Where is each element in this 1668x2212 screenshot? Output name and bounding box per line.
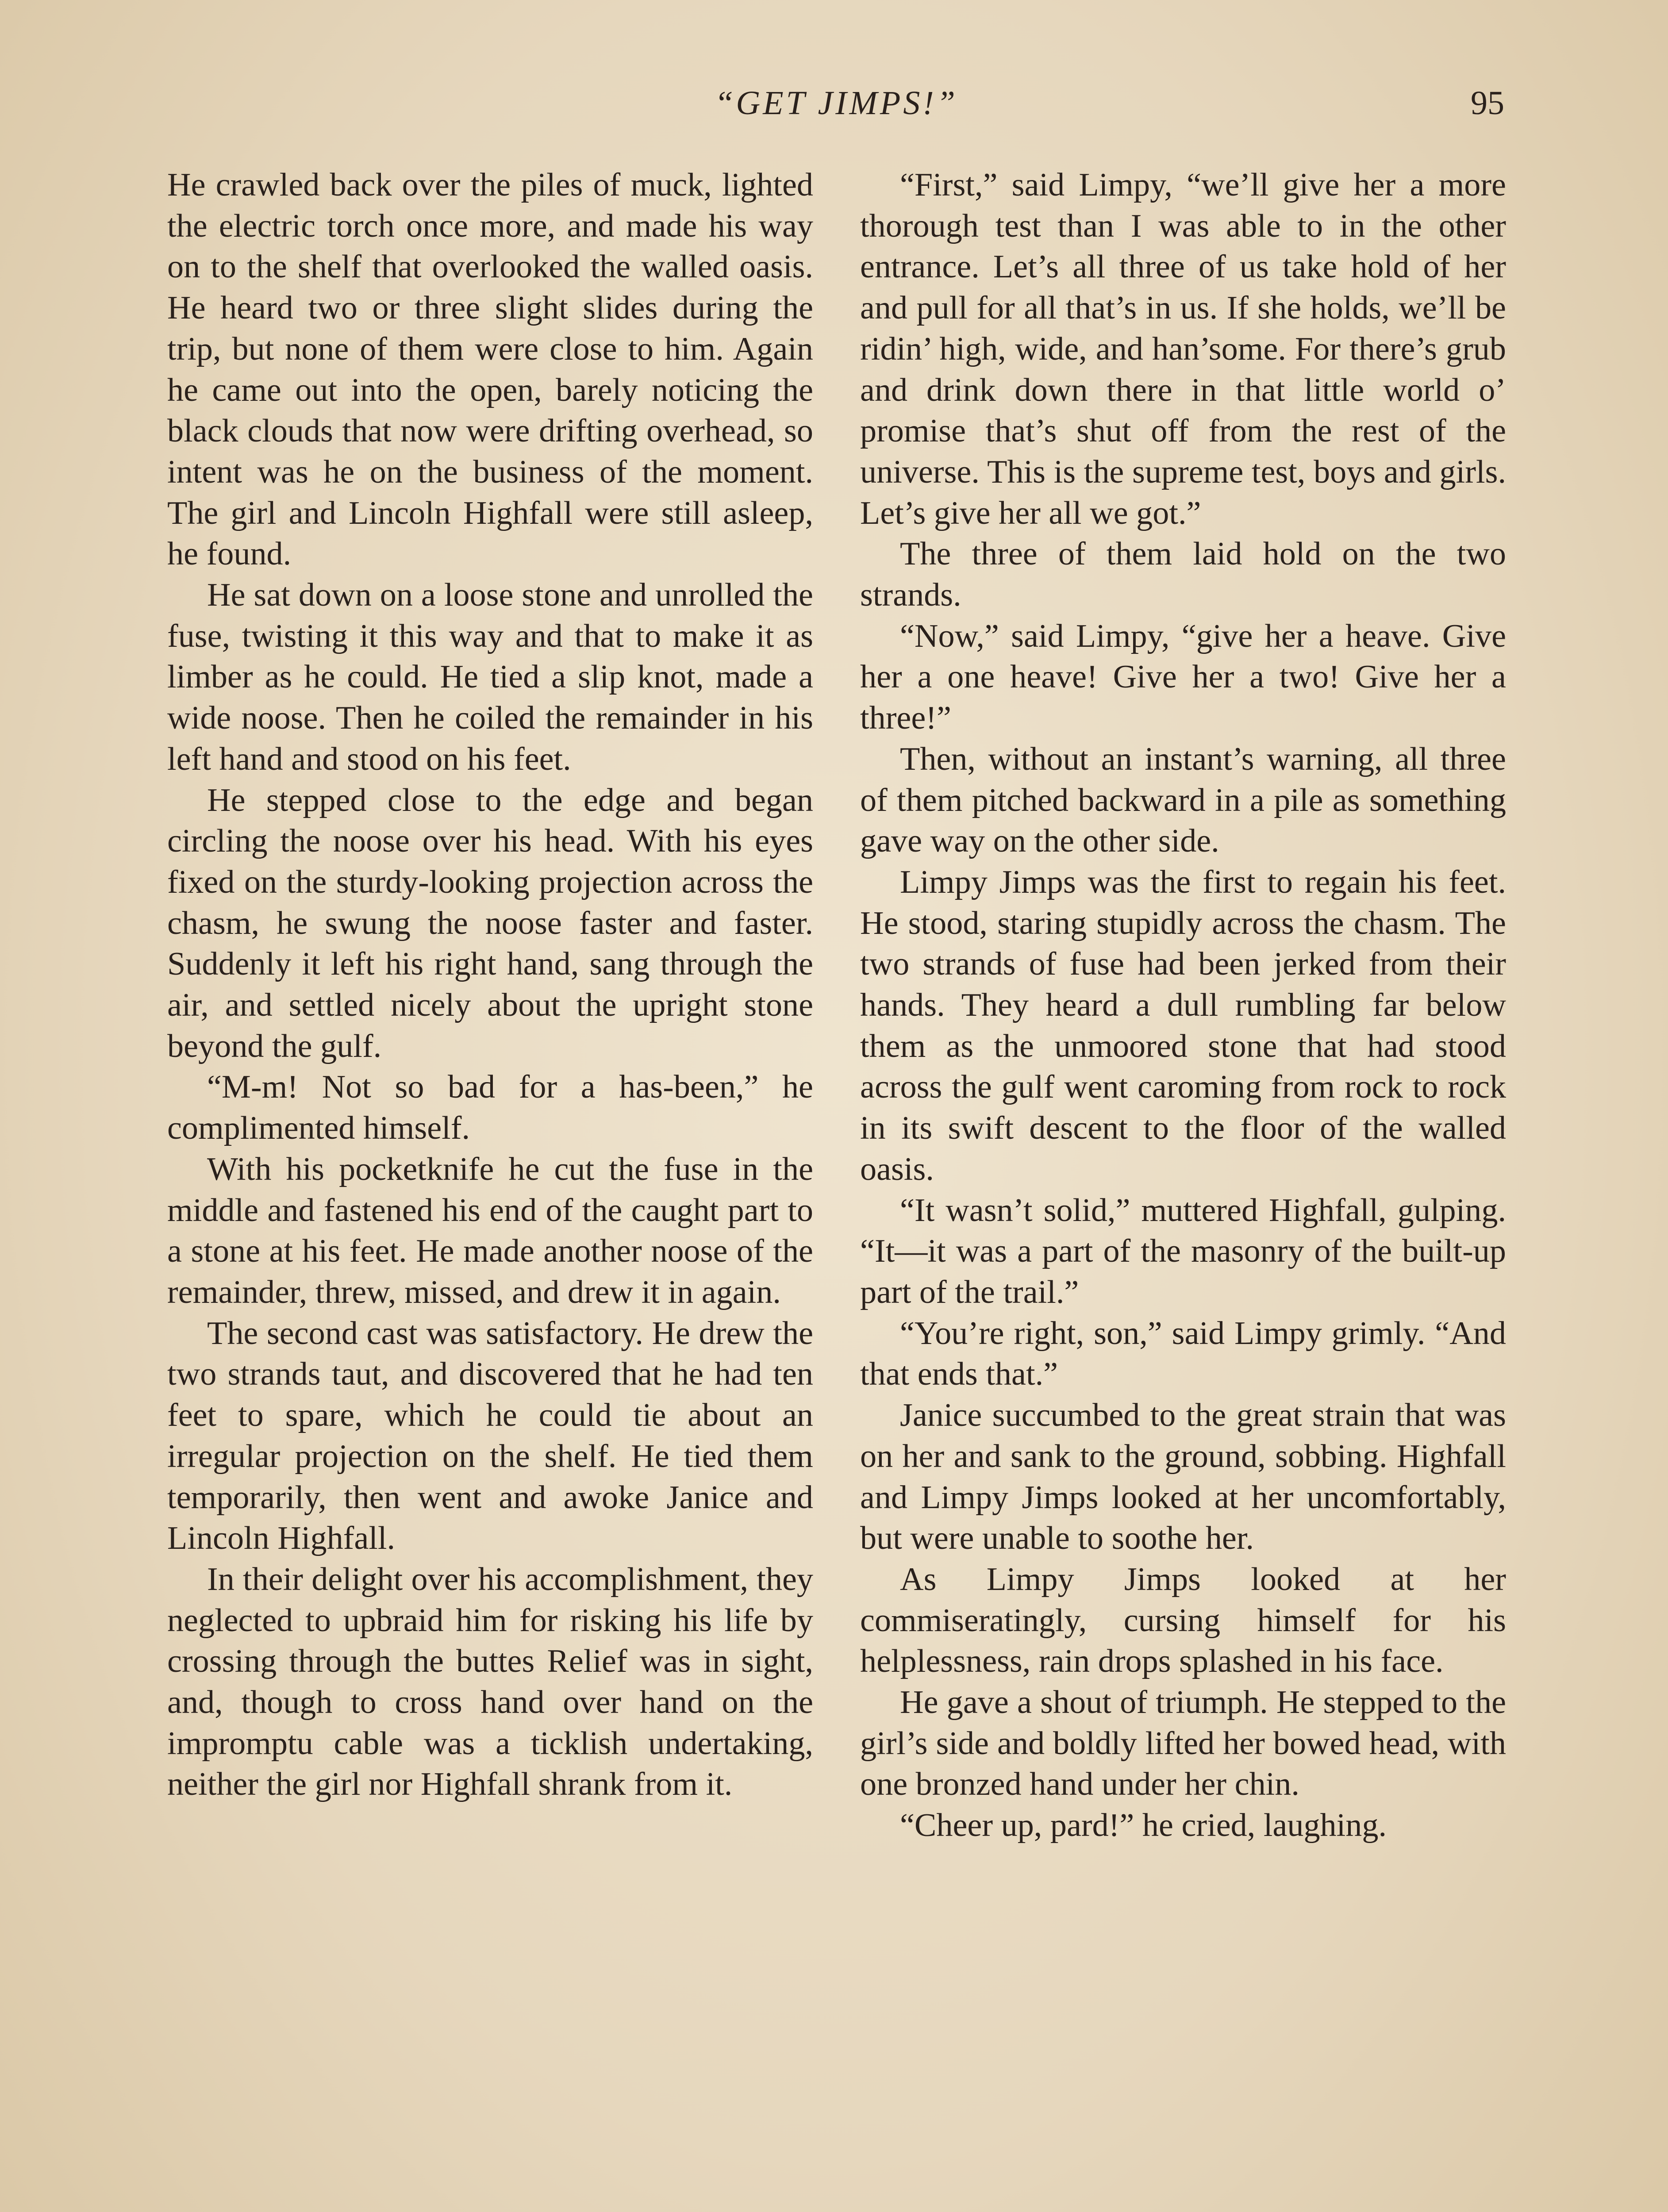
paragraph: Janice succumbed to the great strain that was on her and sank to the ground, sobbing. Highfall and Limpy Jimps looked at her uncomfortably, but were unable to soothe her. — [860, 1397, 1506, 1557]
paragraph: Limpy Jimps was the first to regain his feet. He stood, staring stupidly across the chasm. The two strands of fuse had been jerked from their hands. They heard a dull rumbling far below them as the unmoored stone that had stood across the gulf went caroming from rock to rock in its swift descent to the floor of the walled oasis. — [860, 864, 1506, 1187]
paragraph: He crawled back over the piles of muck, lighted the electric torch once more, and made his way on to the shelf that overlooked the walled oasis. He heard two or three slight slides during the trip, but none of them were close to him. Again he came out into the open, barely noticing the black clouds that now were drifting overhead, so intent was he on the business of the moment. The girl and Lincoln Highfall were still asleep, he found. — [167, 167, 813, 572]
paragraph: In their delight over his accomplishment, they neglected to upbraid him for risking his life by crossing through the buttes Relief was in sight, and, though to cross hand over hand on the impromptu cable was a ticklish undertaking, neither the girl nor Highfall shrank from it. — [167, 1561, 813, 1803]
paragraph: With his pocketknife he cut the fuse in the middle and fastened his end of the caught part to a stone at his feet. He made another noose of the remainder, threw, missed, and drew it in again. — [167, 1151, 813, 1310]
paragraph: As Limpy Jimps looked at her commiseratingly, cursing himself for his helplessness, rain drops splashed in his face. — [860, 1561, 1506, 1680]
paragraph: “Now,” said Limpy, “give her a heave. Give her a one heave! Give her a two! Give her a three!” — [860, 618, 1506, 737]
paragraph: He stepped close to the edge and began circling the noose over his head. With his eyes fixed on the sturdy-looking projection across the chasm, he swung the noose faster and faster. Suddenly it left his right hand, sang through the air, and settled nicely about the upright stone beyond the gulf. — [167, 782, 813, 1064]
paragraph: The second cast was satisfactory. He drew the two strands taut, and discovered that he had ten feet to spare, which he could tie about an irregular projection on the shelf. He tied them temporarily, then went and awoke Janice and Lincoln Highfall. — [167, 1315, 813, 1557]
paragraph: The three of them laid hold on the two strands. — [860, 536, 1506, 614]
paragraph: He sat down on a loose stone and unrolled the fuse, twisting it this way and that to make it as limber as he could. He tied a slip knot, made a wide noose. Then he coiled the remainder in his left hand and stood on his feet. — [167, 577, 813, 777]
running-title: “GET JIMPS!” — [715, 84, 958, 122]
page-header — [164, 84, 1509, 137]
right-column — [860, 165, 1506, 1846]
paragraph: “Cheer up, pard!” he cried, laughing. — [900, 1807, 1387, 1844]
paragraph: “M-m! Not so bad for a has-been,” he complimented himself. — [167, 1069, 813, 1147]
left-column — [167, 165, 813, 1805]
paragraph: “First,” said Limpy, “we’ll give her a more thorough test than I was able to in the other entrance. Let’s all three of us take hold of her and pull for all that’s in us. If she holds, we’ll be ridin’ high, wide, and han’some. For there’s grub and drink down there in that little world o’ promise that’s shut off from the rest of the universe. This is the supreme test, boys and girls. Let’s give her all we got.” — [860, 167, 1506, 531]
page-number: 95 — [1471, 84, 1504, 122]
paragraph: He gave a shout of triumph. He stepped to the girl’s side and boldly lifted her bowed head, with one bronzed hand under her chin. — [860, 1684, 1506, 1803]
paragraph: “You’re right, son,” said Limpy grimly. “And that ends that.” — [860, 1315, 1506, 1393]
paragraph: “It wasn’t solid,” muttered Highfall, gulping. “It—it was a part of the masonry of the built-up part of the trail.” — [860, 1192, 1506, 1310]
paragraph: Then, without an instant’s warning, all three of them pitched backward in a pile as something gave way on the other side. — [860, 741, 1506, 860]
